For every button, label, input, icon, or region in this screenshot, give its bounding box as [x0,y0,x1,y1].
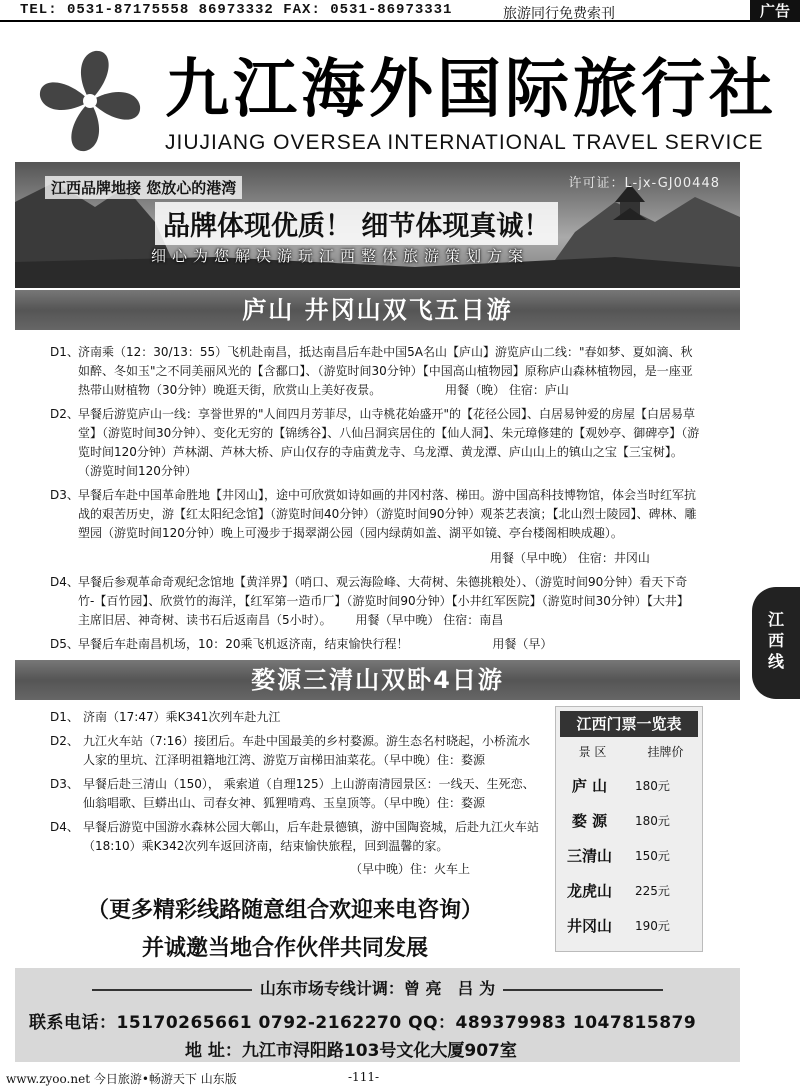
ticket-price-table [555,706,703,952]
day-label: D4、 [50,820,79,834]
col-price: 挂牌价 [647,745,684,759]
route1-day [50,635,700,654]
route1-day [50,405,700,481]
day-label: D2、 [50,407,79,421]
route2-day [50,775,540,813]
banner-headline: 品牌体现优质！ 细节体现真诚！ [155,202,558,245]
pinwheel-logo-icon [35,46,145,156]
route2-day [50,818,540,879]
ticket-table-title: 江西门票一览表 [560,711,698,737]
banner-tagline: 江西品牌地接 您放心的港湾 [45,176,242,199]
divider [92,989,252,991]
footer-site-text: www.zyoo.net 今日旅游•畅游天下 山东版 [6,1072,237,1086]
route2-itinerary [50,708,540,884]
day-label: D1、 [50,710,79,724]
route1-day [50,343,700,400]
day-label: D2、 [50,734,79,748]
col-spot: 景 区 [578,745,607,759]
route1-day [50,486,700,568]
day-label: D3、 [50,777,79,791]
day-label: D5、 [50,637,79,651]
spot-price: 190元 [635,919,670,933]
agency-name-en: JIUJIANG OVERSEA INTERNATIONAL TRAVEL SERVICE [165,131,764,154]
day-text: 早餐后车赴南昌机场，10：20乘飞机返济南，结束愉快行程！ 用餐（早） [78,637,553,651]
jiangxi-line-tab [752,587,800,699]
route2-title: 婺源三清山双卧4日游 [251,666,504,694]
spot-price: 180元 [635,779,670,793]
license-number: 许可证：L-jx-GJ00448 [568,176,720,191]
day-text: 早餐后赴三清山（150）， 乘索道（自理125）上山游南清园景区：一线天、生死恋、仙翁唱歌、巨蟒出山、司春女神、狐狸啃鸡、玉皇顶等。（早中晚）住：婺源 [83,777,535,810]
spot-name: 井冈山 [566,917,612,935]
top-contact-bar [0,0,800,22]
market-contact-line [15,976,740,999]
day-text: 济南乘（12：30/13：55）飞机赴南昌，抵达南昌后车赴中国5A名山【庐山】游览庐山二线："春如梦、夏如滴、秋如醉、冬如玉"之不同美丽风光的【含鄱口】、（游览时间30分钟）【中国高山植物园】原称庐山森林植物园，是一座亚热带山财植物（30分钟）晚逛天街，欣赏山上美好夜景。 用餐（晚） 住宿：庐山 [78,345,693,397]
ticket-row [556,838,702,873]
day-text: 早餐后车赴中国革命胜地【井冈山】，途中可欣赏如诗如画的井冈村落、梯田。游中国高科技博物馆，体会当时红军抗战的艰苦历史，游【红太阳纪念馆】（游览时间40分钟）（游览时间90分钟）观茶艺表演；【北山烈士陵园】、碑林、雕塑园（游览时间120分钟）晚上可漫步于揭翠湖公园（园内绿荫如盖、湖平如镜、亭台楼阁相映成趣）。 [78,488,697,540]
address: 地 址：九江市浔阳路103号文化大厦907室 [185,1041,517,1061]
spot-name: 龙虎山 [566,882,612,900]
spot-price: 150元 [635,849,670,863]
day-meal: 用餐（早中晚） 住宿：井冈山 [490,551,650,565]
scenic-banner [15,162,740,288]
ticket-row [556,803,702,838]
ticket-row [556,908,702,943]
day-meal: （早中晚）住：火车上 [350,862,471,876]
day-text: 早餐后游览中国游水森林公园大鄣山，后车赴景德镇，游中国陶瓷城，后赴九江火车站（18:10）乘K342次列车返回济南，结束愉快旅程，回到温馨的家。 [83,820,540,853]
spot-name: 庐 山 [571,777,608,795]
day-text: 早餐后参观革命奇观纪念馆地【黄洋界】（哨口、观云海险峰、大荷树、朱德挑粮处）、（游览时间90分钟）看天下奇竹-【百竹园】、欣赏竹的海洋，【红军第一造币厂】（游览时间90分钟）【小井红军医院】（游览时间30分钟）【大井】主席旧居、神奇树、读书石后返南昌（5小时）。 用餐（早中晚） 住宿：南昌 [78,575,689,627]
agency-name-cn: 九江海外国际旅行社 [165,53,777,127]
day-text: 九江火车站（7:16）接团后。车赴中国最美的乡村婺源。游生态名村晓起，小桥流水人家的里坑、江泽明祖籍地江湾、游览万亩梯田油菜花。（早中晚）住：婺源 [83,734,530,767]
ticket-row [556,873,702,908]
spot-price: 225元 [635,884,670,898]
route2-day [50,732,540,770]
spot-name: 婺 源 [571,812,608,830]
promo-line-1: （更多精彩线路随意组合欢迎来电咨询） [86,898,483,923]
contact-block [15,968,740,1062]
page-number: -111- [348,1070,380,1084]
route1-title-bar [15,290,740,330]
free-catalog-slogan: 旅游同行免费索刊 [503,6,615,22]
day-meal: 用餐（晚） 住宿：庐山 [445,383,569,397]
spot-name: 三清山 [566,847,612,865]
ad-label: 广告 [750,0,800,22]
day-meal: 用餐（早中晚） 住宿：南昌 [355,613,504,627]
ticket-table-header [556,743,702,760]
page-footer [0,1068,800,1088]
day-label: D1、 [50,345,79,359]
day-label: D4、 [50,575,79,589]
route2-title-bar [15,660,740,700]
day-text: 早餐后游览庐山一线：享誉世界的"人间四月芳菲尽，山寺桃花始盛开"的【花径公园】、白居易钟爱的房屋【白居易草堂】（游览时间30分钟）、变化无穷的【锦绣谷】、八仙吕洞宾居住的【仙人洞】、朱元璋修建的【观妙亭、御碑亭】（游览时间120分钟）芦林湖、芦林大桥、庐山仅存的寺庙黄龙寺、乌龙潭、黄龙潭、庐山山上的镇山之宝【三宝树】。（游览时间120分钟） [78,407,700,478]
side-tab-text: 江西线 [767,610,784,671]
day-meal: 用餐（早） [492,637,553,651]
promo-line-2: 并诚邀当地合作伙伴共同发展 [141,936,428,961]
market-contacts: 山东市场专线计调：曾 亮 吕 为 [259,979,496,998]
tel-fax-text: TEL: 0531-87175558 86973332 FAX: 0531-86973331 [20,2,453,18]
phone-numbers: 联系电话：15170265661 0792-2162270 QQ：489379983 1047815879 [29,1013,697,1033]
day-label: D3、 [50,488,79,502]
banner-subline: 细心为您解决游玩江西整体旅游策划方案 [151,247,530,265]
route1-title: 庐山 井冈山双飞五日游 [242,296,513,324]
ticket-row [556,768,702,803]
route1-itinerary [50,343,700,659]
agency-header [15,28,777,160]
route1-day [50,573,700,630]
divider [503,989,663,991]
day-text: 济南（17:47）乘K341次列车赴九江 [83,710,281,724]
spot-price: 180元 [635,814,670,828]
route2-day [50,708,540,727]
